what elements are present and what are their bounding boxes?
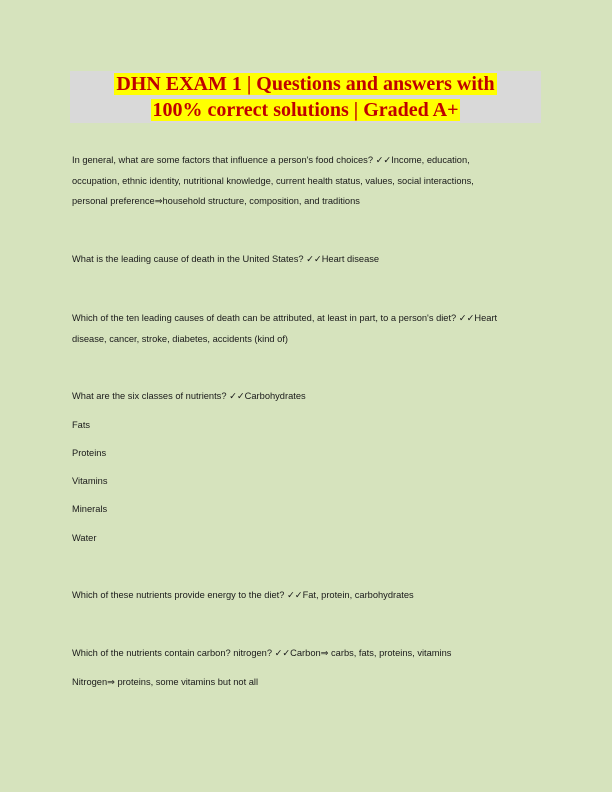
qa-item-nitrogen-answer (72, 672, 542, 693)
nutrient-list-item: Water (72, 533, 97, 543)
nutrient-list-item: Vitamins (72, 476, 108, 486)
nutrient-list-item: Minerals (72, 504, 108, 514)
text-line: Nitrogen⇒ proteins, some vitamins but not all (72, 677, 259, 687)
text-line: disease, cancer, stroke, diabetes, accidents (kind of) (72, 333, 289, 344)
text-line: occupation, ethnic identity, nutritional knowledge, current health status, values, social interactions, (72, 175, 474, 186)
qa-item-nutrient-classes (72, 386, 542, 407)
text-line: In general, what are some factors that influence a person's food choices? ✓✓Income, education, (72, 155, 470, 165)
text-line: What are the six classes of nutrients? ✓✓Carbohydrates (72, 391, 306, 401)
nutrient-list-item: Fats (72, 420, 91, 430)
qa-item-leading-cause (72, 249, 542, 270)
qa-item-food-choices (72, 150, 542, 212)
title-line-2: 100% correct solutions | Graded A+ (152, 99, 459, 121)
qa-item-carbon-nitrogen (72, 643, 542, 664)
nutrient-list-item: Proteins (72, 448, 107, 458)
document-title (70, 71, 541, 123)
text-line: Which of the nutrients contain carbon? nitrogen? ✓✓Carbon⇒ carbs, fats, proteins, vitamins (72, 648, 452, 658)
text-line: Which of the ten leading causes of death can be attributed, at least in part, to a person's diet? ✓✓Heart (72, 313, 498, 323)
qa-item-energy-nutrients (72, 585, 542, 606)
text-line: Which of these nutrients provide energy to the diet? ✓✓Fat, protein, carbohydrates (72, 590, 414, 600)
text-line: personal preference⇒household structure, composition, and traditions (72, 196, 360, 206)
text-line: What is the leading cause of death in the United States? ✓✓Heart disease (72, 254, 380, 264)
title-line-1: DHN EXAM 1 | Questions and answers with (116, 73, 495, 95)
qa-item-diet-causes (72, 308, 542, 349)
